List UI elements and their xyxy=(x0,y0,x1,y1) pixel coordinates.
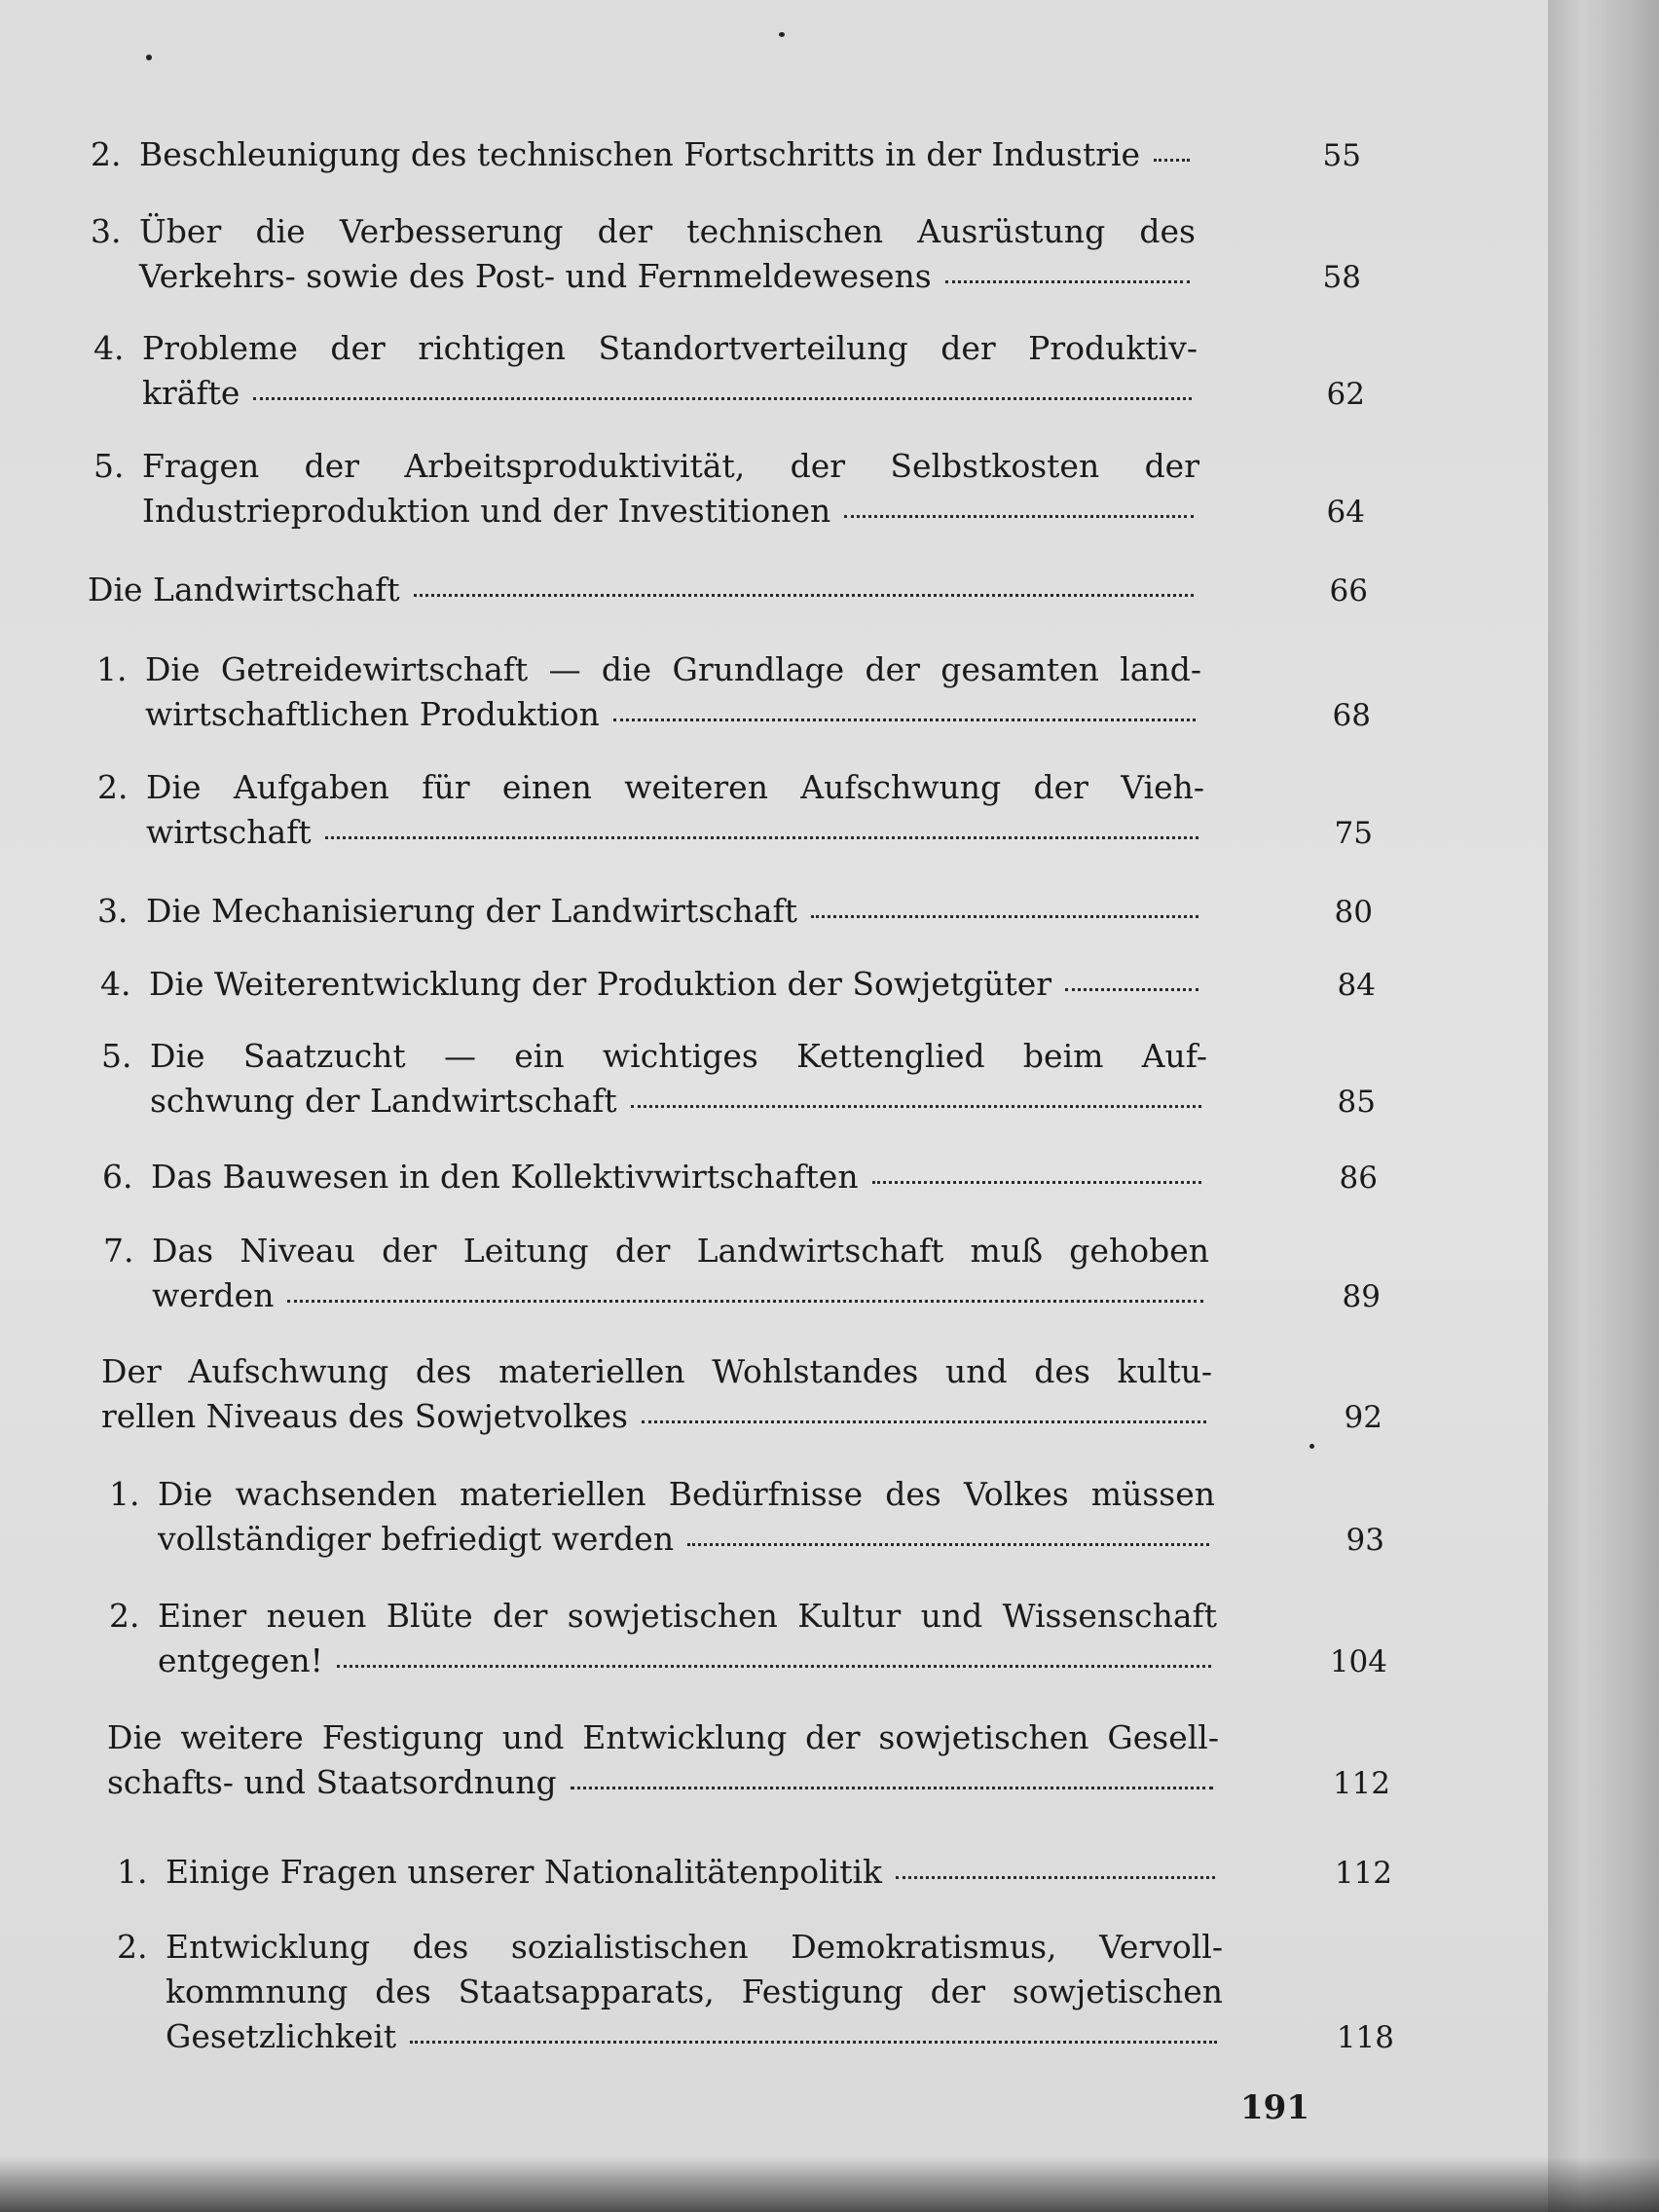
toc-entry-title-line: rellen Niveaus des Sowjetvolkes xyxy=(101,1397,628,1435)
toc-entry-title-line: kommnung des Staatsapparats, Festigung der sowjetischen xyxy=(166,1972,1223,2010)
toc-entry-title-line: Einer neuen Blüte der sowjetischen Kultur und Wissenschaft xyxy=(158,1597,1217,1635)
toc-entry-title-line: Einige Fragen unserer Nationalitätenpolitik xyxy=(166,1853,883,1891)
toc-entry-number: 7. xyxy=(103,1232,134,1270)
toc-entry-title xyxy=(158,1472,1215,1562)
toc-entry xyxy=(91,209,1196,299)
toc-entry-number: 5. xyxy=(101,1037,132,1075)
toc-entry-title-line: Gesetzlichkeit xyxy=(166,2017,397,2055)
toc-entry-title-line: Probleme der richtigen Standortverteilung der Produktiv- xyxy=(142,329,1198,367)
toc-entry-title-line: Beschleunigung des technischen Fortschritts in der Industrie xyxy=(139,135,1141,173)
dot-leader xyxy=(872,1181,1201,1184)
toc-page-number: 75 xyxy=(1334,816,1373,851)
toc-entry-number: 4. xyxy=(93,329,125,367)
dot-leader xyxy=(945,280,1190,283)
page-folio-number: 191 xyxy=(1240,2088,1309,2127)
toc-page-number: 80 xyxy=(1334,895,1373,930)
toc-entry-title-line: vollständiger befriedigt werden xyxy=(158,1520,675,1558)
toc-entry-title-line: Das Bauwesen in den Kollektivwirtschaften xyxy=(151,1158,859,1196)
toc-entry-title xyxy=(139,132,1196,177)
toc-entry-number: 2. xyxy=(91,135,122,173)
dot-leader xyxy=(613,719,1196,721)
dot-leader xyxy=(811,915,1198,918)
toc-entry-title-line: Das Niveau der Leitung der Landwirtschaft muß gehoben xyxy=(152,1232,1209,1270)
dot-leader xyxy=(410,2041,1217,2044)
toc-entry xyxy=(96,647,1201,737)
toc-entry-title xyxy=(166,1925,1223,2059)
toc-page-number: 85 xyxy=(1337,1085,1376,1120)
toc-page-number: 86 xyxy=(1339,1161,1378,1196)
toc-page-number: 58 xyxy=(1322,260,1361,295)
toc-page-number: 92 xyxy=(1344,1400,1382,1435)
toc-entry xyxy=(91,132,1196,177)
ink-speck xyxy=(1309,1444,1314,1449)
toc-entry xyxy=(88,568,1199,612)
toc-entry-title-line: Verkehrs- sowie des Post- und Fernmeldewesens xyxy=(139,257,932,295)
toc-entry-title-line: Die Getreidewirtschaft — die Grundlage der gesamten land- xyxy=(145,650,1201,688)
dot-leader xyxy=(1065,988,1198,991)
toc-entry-title xyxy=(101,1349,1212,1439)
toc-entry-title xyxy=(152,1229,1209,1318)
toc-entry-title-line: werden xyxy=(152,1276,275,1314)
toc-entry-title xyxy=(88,568,1199,612)
toc-entry xyxy=(107,1715,1219,1805)
toc-page-number: 64 xyxy=(1326,495,1365,530)
dot-leader xyxy=(687,1543,1209,1546)
ink-speck xyxy=(146,55,152,60)
toc-entry-title xyxy=(151,1155,1207,1199)
toc-entry-title-line: Die Weiterentwicklung der Produktion der Sowjetgüter xyxy=(149,965,1052,1003)
toc-entry xyxy=(117,1925,1223,2059)
toc-entry-title xyxy=(166,1850,1221,1895)
toc-page-number: 104 xyxy=(1329,1644,1387,1679)
toc-page-number: 112 xyxy=(1334,1856,1392,1891)
toc-entry-title-line: Entwicklung des sozialistischen Demokratismus, Vervoll- xyxy=(166,1928,1223,1966)
toc-entry-title xyxy=(158,1594,1217,1683)
toc-entry xyxy=(109,1594,1217,1683)
toc-entry-title-line: Die wachsenden materiellen Bedürfnisse des Volkes müssen xyxy=(158,1475,1215,1513)
toc-entry xyxy=(97,765,1204,855)
dot-leader xyxy=(325,836,1198,839)
toc-entry-title-line: Die weitere Festigung und Entwicklung der sowjetischen Gesell- xyxy=(107,1718,1219,1756)
toc-entry-title-line: entgegen! xyxy=(158,1641,323,1679)
toc-entry-title xyxy=(139,209,1196,299)
toc-entry-title-line: Die Mechanisierung der Landwirtschaft xyxy=(146,892,798,930)
toc-entry-title-line: kräfte xyxy=(142,374,240,412)
toc-entry xyxy=(109,1472,1215,1562)
toc-entry xyxy=(93,326,1198,416)
toc-entry xyxy=(103,1229,1209,1318)
dot-leader xyxy=(631,1105,1201,1108)
toc-entry-number: 2. xyxy=(109,1597,140,1635)
toc-entry-title xyxy=(107,1715,1219,1805)
dot-leader xyxy=(253,397,1192,400)
toc-entry-title xyxy=(142,444,1199,534)
toc-entry xyxy=(100,962,1204,1007)
toc-entry-title-line: Fragen der Arbeitsproduktivität, der Selbstkosten der xyxy=(142,447,1199,485)
toc-page-number: 89 xyxy=(1342,1279,1381,1314)
toc-entry-number: 1. xyxy=(109,1475,140,1513)
toc-entry-title-line: Industrieproduktion und der Investitionen xyxy=(142,492,831,530)
toc-page-number: 118 xyxy=(1336,2020,1394,2055)
toc-entry-title xyxy=(145,647,1201,737)
toc-entry-title-line: schwung der Landwirtschaft xyxy=(150,1082,617,1120)
toc-entry-number: 6. xyxy=(102,1158,133,1196)
toc-page-number: 93 xyxy=(1346,1523,1384,1558)
toc-entry-number: 3. xyxy=(97,892,129,930)
toc-entry-title xyxy=(146,889,1204,934)
toc-entry xyxy=(101,1034,1207,1124)
toc-entry-title-line: Die Landwirtschaft xyxy=(88,571,400,608)
dot-leader xyxy=(337,1665,1211,1668)
toc-entry-title-line: wirtschaftlichen Produktion xyxy=(145,695,600,733)
toc-page-number: 68 xyxy=(1332,698,1371,733)
toc-entry-number: 2. xyxy=(97,768,129,806)
dot-leader xyxy=(642,1420,1206,1423)
toc-page-number: 55 xyxy=(1322,138,1361,173)
toc-page-number: 84 xyxy=(1337,968,1376,1003)
toc-entry-title-line: Der Aufschwung des materiellen Wohlstandes und des kultu- xyxy=(101,1352,1212,1390)
toc-entry-title xyxy=(142,326,1198,416)
toc-entry-title-line: schafts- und Staatsordnung xyxy=(107,1763,557,1801)
toc-page-number: 112 xyxy=(1332,1766,1390,1801)
page-edge xyxy=(1548,0,1659,2212)
toc-entry xyxy=(102,1155,1207,1199)
dot-leader xyxy=(571,1787,1213,1789)
dot-leader xyxy=(844,515,1194,518)
toc-page-number: 66 xyxy=(1329,573,1368,608)
toc-entry xyxy=(117,1850,1221,1895)
toc-entry-number: 4. xyxy=(100,965,131,1003)
ink-speck xyxy=(779,32,785,37)
bottom-shadow xyxy=(0,2157,1659,2212)
dot-leader xyxy=(1154,159,1190,162)
dot-leader xyxy=(896,1876,1215,1879)
toc-entry-number: 1. xyxy=(117,1853,148,1891)
toc-entry-title xyxy=(146,765,1204,855)
toc-entry-title xyxy=(149,962,1204,1007)
toc-entry-number: 2. xyxy=(117,1928,148,1966)
toc-entry-title xyxy=(150,1034,1207,1124)
toc-entry-title-line: wirtschaft xyxy=(146,813,312,851)
toc-entry xyxy=(101,1349,1212,1439)
toc-page-number: 62 xyxy=(1326,377,1365,412)
toc-entry-title-line: Über die Verbesserung der technischen Ausrüstung des xyxy=(139,212,1196,250)
toc-entry-title-line: Die Aufgaben für einen weiteren Aufschwung der Vieh- xyxy=(146,768,1204,806)
dot-leader xyxy=(287,1300,1203,1303)
toc-entry-number: 3. xyxy=(91,212,122,250)
toc-entry-number: 5. xyxy=(93,447,125,485)
toc-entry xyxy=(97,889,1204,934)
toc-entry-title-line: Die Saatzucht — ein wichtiges Kettenglied beim Auf- xyxy=(150,1037,1207,1075)
toc-entry xyxy=(93,444,1199,534)
toc-entry-number: 1. xyxy=(96,650,128,688)
dot-leader xyxy=(414,594,1194,597)
